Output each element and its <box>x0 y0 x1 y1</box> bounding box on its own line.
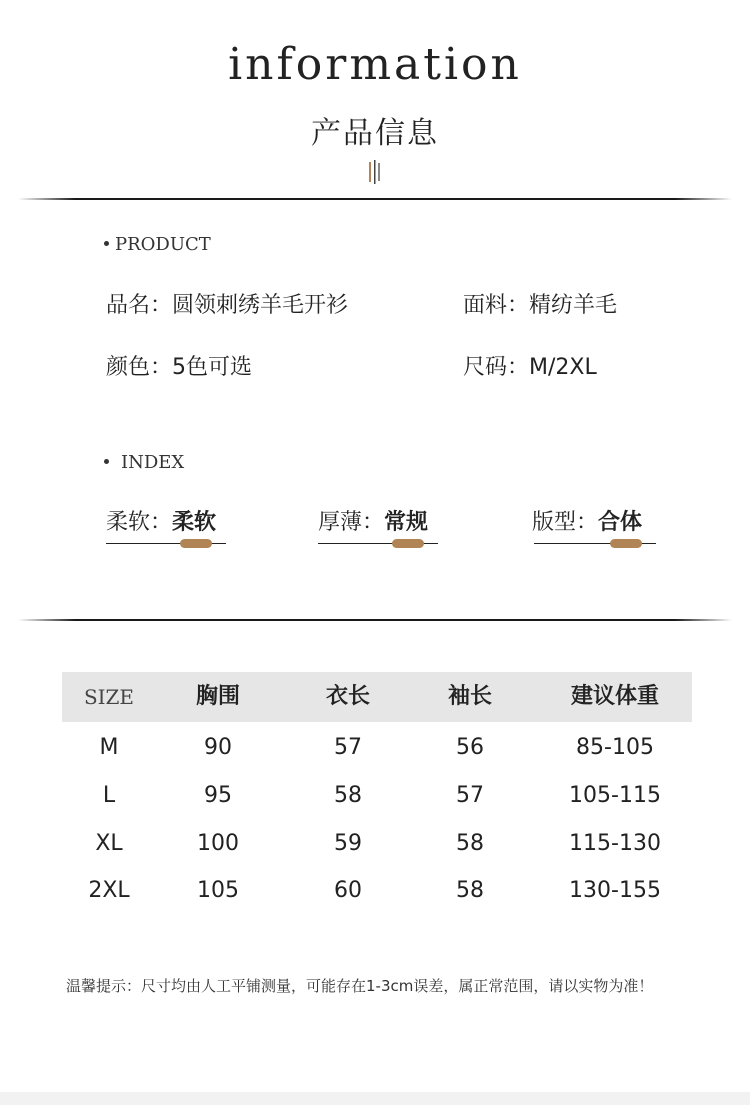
bullet-icon <box>104 459 109 464</box>
table-cell: 95 <box>204 783 232 808</box>
page-subtitle: 产品信息 <box>311 116 439 151</box>
table-cell: 100 <box>197 831 239 856</box>
table-cell: 85-105 <box>576 735 654 760</box>
table-cell: 59 <box>334 831 362 856</box>
index-thickness-value: 常规 <box>384 510 429 535</box>
divider-ornament-icon <box>368 160 382 184</box>
index-fit-value: 合体 <box>598 510 643 535</box>
table-cell: 57 <box>456 783 484 808</box>
index-fit-label: 版型： <box>532 510 599 535</box>
table-cell: 2XL <box>88 878 130 903</box>
index-thickness <box>318 505 428 536</box>
table-cell: 105 <box>197 878 239 903</box>
table-header-size: SIZE <box>83 685 135 709</box>
table-cell: 105-115 <box>569 783 661 808</box>
index-softness-label: 柔软： <box>106 510 173 535</box>
index-fit-slider <box>534 535 656 553</box>
table-cell: XL <box>95 831 123 856</box>
index-softness-slider <box>106 535 226 553</box>
page-title: information <box>228 39 522 90</box>
index-fit <box>532 505 642 536</box>
table-cell: L <box>102 783 116 808</box>
spec-fabric: 面料：精纺羊毛 <box>463 293 618 318</box>
table-cell: 60 <box>334 878 362 903</box>
table-header-chest: 胸围 <box>195 684 240 709</box>
index-softness-value: 柔软 <box>172 510 217 535</box>
index-thickness-slider <box>318 535 438 553</box>
table-cell: 130-155 <box>569 878 661 903</box>
spec-color: 颜色：5色可选 <box>106 355 252 380</box>
table-cell: 57 <box>334 735 362 760</box>
section-divider-middle <box>18 619 732 621</box>
bullet-icon <box>104 241 109 246</box>
index-softness <box>106 505 216 536</box>
spec-name: 品名：圆领刺绣羊毛开衫 <box>106 293 349 318</box>
table-header-weight: 建议体重 <box>570 684 659 709</box>
index-heading <box>104 452 184 473</box>
table-header-sleeve: 袖长 <box>447 684 492 709</box>
section-divider-top <box>18 198 732 200</box>
product-heading <box>104 234 211 255</box>
index-softness-knob <box>180 539 212 548</box>
bottom-band <box>0 1092 750 1105</box>
table-cell: 56 <box>456 735 484 760</box>
spec-size: 尺码：M/2XL <box>463 355 597 380</box>
index-heading-text: INDEX <box>121 452 185 473</box>
table-cell: 58 <box>456 878 484 903</box>
index-thickness-label: 厚薄： <box>318 510 385 535</box>
index-fit-knob <box>610 539 642 548</box>
table-header-length: 衣长 <box>325 684 370 709</box>
table-cell: 58 <box>334 783 362 808</box>
table-cell: 90 <box>204 735 232 760</box>
index-thickness-knob <box>392 539 424 548</box>
product-heading-text: PRODUCT <box>115 234 211 255</box>
table-cell: 58 <box>456 831 484 856</box>
table-cell: 115-130 <box>569 831 661 856</box>
footer-note: 温馨提示：尺寸均由人工平铺测量，可能存在1-3cm误差，属正常范围，请以实物为准！ <box>66 977 654 995</box>
table-cell: M <box>99 735 119 760</box>
